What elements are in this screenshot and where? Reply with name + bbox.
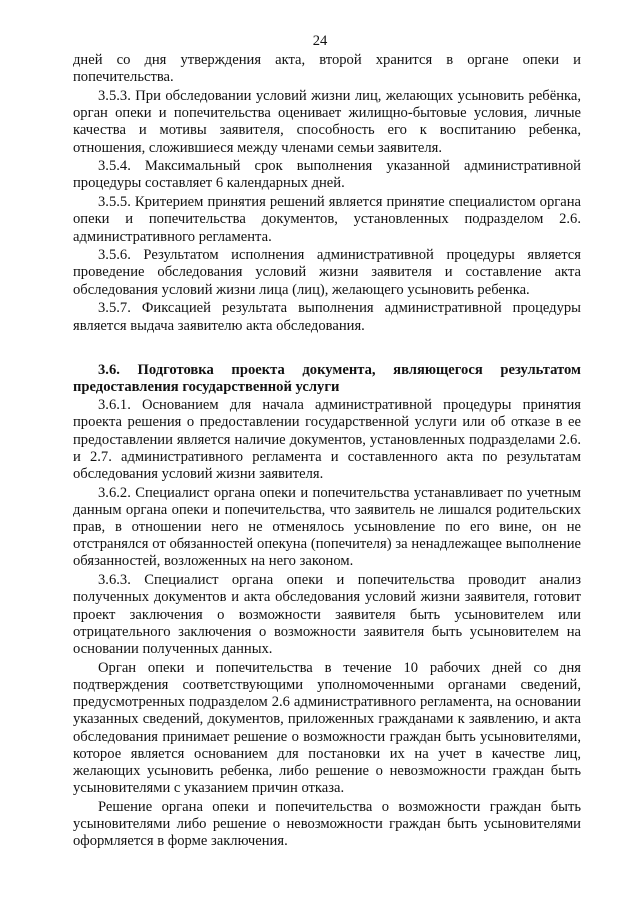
paragraph-3-5-6: 3.5.6. Результатом исполнения административной процедуры является проведение обследования условий жизни заявителя и составление акта обследования условий жизни лица (лиц), желающего усыновить ребенка.	[73, 247, 581, 298]
paragraph-3-6-1: 3.6.1. Основанием для начала административной процедуры принятия проекта решения о предоставлении государственной услуги или об отказе в ее предоставлении является наличие документов, установленных подразделами 2.6. и 2.7. административного регламента и составленного акта по результатам обследования условий жизни заявителя.	[73, 397, 581, 482]
paragraph-conclusion: Решение органа опеки и попечительства о возможности граждан быть усыновителями либо решение о невозможности граждан быть усыновителями оформляется в форме заключения.	[73, 798, 581, 850]
paragraph-3-5-3: 3.5.3. При обследовании условий жизни лиц, желающих усыновить ребёнка, орган опеки и попечительства оценивает жилищно-бытовые условия, личные качества и мотивы заявителя, способность его к воспитанию ребенка, отношения, сложившиеся между членами семьи заявителя.	[73, 87, 581, 156]
section-heading-3-6: 3.6. Подготовка проекта документа, являющегося результатом предоставления государственной услуги	[73, 361, 581, 395]
paragraph-continuation: дней со дня утверждения акта, второй хранится в органе опеки и попечительства.	[73, 52, 581, 86]
document-body	[73, 52, 581, 852]
page-number: 24	[312, 33, 328, 49]
paragraph-3-5-4: 3.5.4. Максимальный срок выполнения указанной административной процедуры составляет 6 календарных дней.	[73, 158, 581, 192]
paragraph-3-6-2: 3.6.2. Специалист органа опеки и попечительства устанавливает по учетным данным органа опеки и попечительства, что заявитель не лишался родительских прав, в отношении него не отменялось усыновление по его вине, он не отстранялся от обязанностей опекуна (попечителя) за ненадлежащее выполнение обязанностей, возложенных на него законом.	[73, 484, 581, 570]
paragraph-3-6-3: 3.6.3. Специалист органа опеки и попечительства проводит анализ полученных документов и акта обследования условий жизни заявителя, готовит проект заключения о возможности заявителя быть усыновителем или отрицательного заключения о возможности заявителя быть усыновителем на основании полученных данных.	[73, 572, 581, 657]
paragraph-3-5-5: 3.5.5. Критерием принятия решений является принятие специалистом органа опеки и попечительства документов, установленных подразделом 2.6. административного регламента.	[73, 194, 581, 245]
paragraph-decision: Орган опеки и попечительства в течение 10 рабочих дней со дня подтверждения соответствующими уполномоченными органами сведений, предусмотренных подразделом 2.6 административного регламента, на основании указанных сведений, документов, приложенных гражданами к заявлению, и акта обследования принимает решение о возможности граждан быть усыновителями, которое является основанием для постановки их на учет в качестве лиц, желающих усыновить ребенка, либо решение о невозможности граждан быть усыновителями с указанием причин отказа.	[73, 659, 581, 797]
paragraph-3-5-7: 3.5.7. Фиксацией результата выполнения административной процедуры является выдача заявителю акта обследования.	[73, 300, 581, 334]
